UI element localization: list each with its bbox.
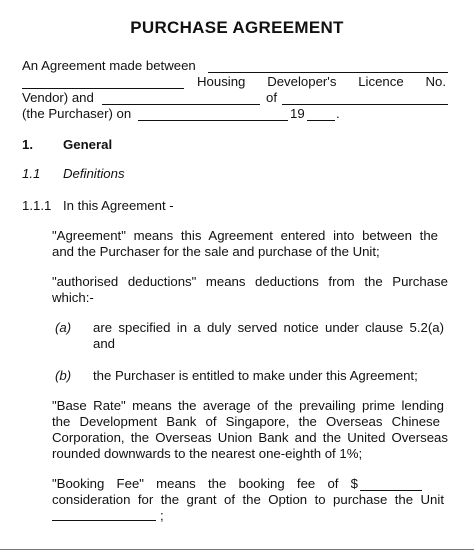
subsection-heading: Definitions — [63, 166, 125, 181]
section-heading: General — [63, 137, 113, 152]
subsection-number: 1.1 — [22, 166, 41, 181]
purchaser-label: (the Purchaser) on — [22, 106, 132, 121]
licence-label: Housing Developer's Licence No. — [197, 74, 446, 89]
item-text: and — [93, 336, 116, 351]
page-edge-divider — [0, 549, 474, 550]
definition-line: consideration for the grant of the Option to purchase the Unit — [52, 492, 444, 507]
definition-line: which:- — [52, 290, 94, 305]
of-label: of — [266, 90, 277, 105]
blank-line — [22, 88, 184, 89]
blank-line — [307, 120, 335, 121]
definition-line: "authorised deductions" means deductions from the Purchase — [52, 274, 448, 289]
blank-line — [208, 72, 448, 73]
definition-line: the Development Bank of Singapore, the Overseas Chinese — [52, 414, 440, 429]
definition-line: "Base Rate" means the average of the prevailing prime lending — [52, 398, 444, 413]
definition-line: "Booking Fee" means the booking fee of $ — [52, 476, 358, 491]
item-text: the Purchaser is entitled to make under this Agreement; — [93, 368, 418, 383]
clause-text: In this Agreement - — [63, 198, 174, 213]
definition-line: rounded downwards to the nearest one-eighth of 1%; — [52, 446, 363, 461]
definition-line: "Agreement" means this Agreement entered into between the — [52, 228, 438, 243]
blank-line — [360, 490, 422, 491]
item-label: (b) — [55, 368, 72, 383]
intro-text: An Agreement made between — [22, 58, 196, 73]
blank-line — [138, 120, 288, 121]
definition-line: Corporation, the Overseas Union Bank and the United Overseas — [52, 430, 448, 445]
definition-line: ; — [160, 508, 164, 523]
year-label: 19 — [290, 106, 305, 121]
clause-number: 1.1.1 — [22, 198, 52, 213]
document-title: PURCHASE AGREEMENT — [130, 18, 344, 37]
blank-line — [282, 104, 448, 105]
blank-line — [102, 104, 260, 105]
item-label: (a) — [55, 320, 72, 335]
blank-line — [52, 520, 156, 521]
definition-line: and the Purchaser for the sale and purchase of the Unit; — [52, 244, 380, 259]
item-text: are specified in a duly served notice under clause 5.2(a) — [93, 320, 444, 335]
vendor-label: Vendor) and — [22, 90, 94, 105]
section-number: 1. — [22, 137, 33, 152]
